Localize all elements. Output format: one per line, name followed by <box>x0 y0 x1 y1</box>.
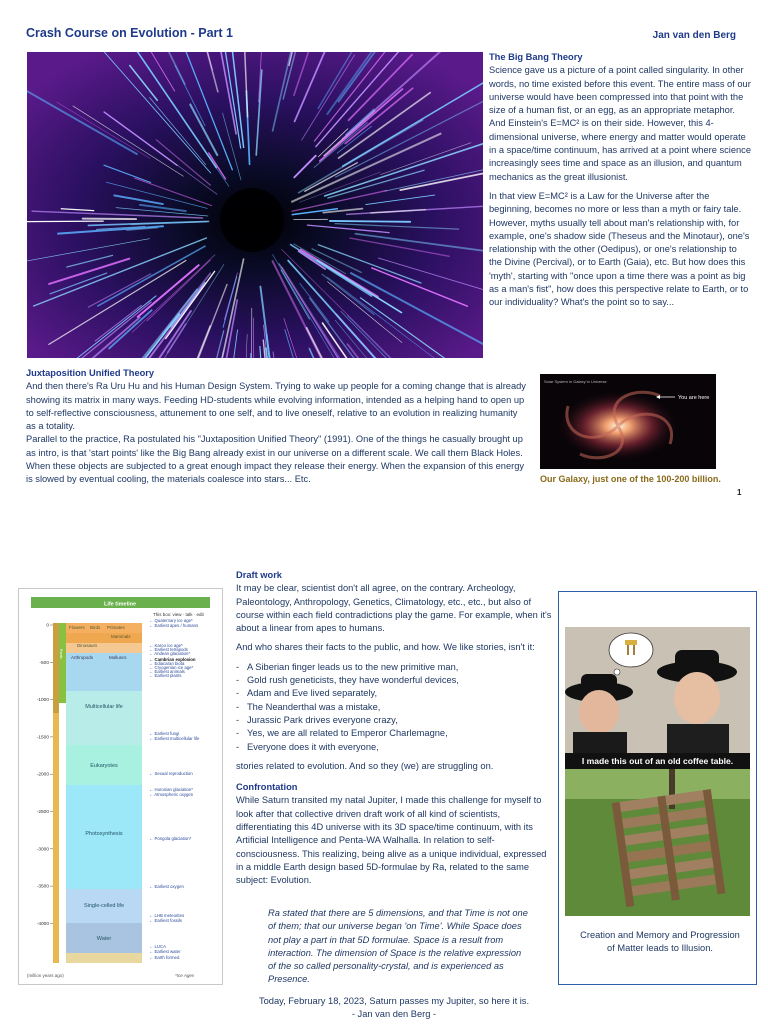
draft-work-para-2: And who shares their facts to the public, and how. We like stories, isn't it: <box>236 642 535 653</box>
timeline-event: ← Earliest animals <box>149 669 185 674</box>
era-water: Water <box>96 936 112 942</box>
document-title: Crash Course on Evolution - Part 1 <box>26 26 233 40</box>
timeline-event: ← Cryogenian ice age* <box>149 665 194 670</box>
you-are-here-label: You are here <box>678 395 710 401</box>
era-single-celled: Single-celled life <box>83 903 125 909</box>
era-plants: Plants <box>59 649 63 659</box>
era-photosynthesis: Photosynthesis <box>85 831 123 837</box>
timeline-event: ← Sexual reproduction <box>149 771 193 776</box>
timeline-event: ← Andean glaciation* <box>149 651 191 656</box>
meme-caption: Creation and Memory and Progression of Matter leads to Illusion. <box>580 930 740 953</box>
galaxy-inset-title: Solar System in Galaxy in Universe <box>544 379 607 384</box>
timeline-event: ← Huronian glaciation* <box>149 787 193 792</box>
timeline-event: ← Earliest plants <box>149 673 182 678</box>
era-birds: Birds <box>90 625 101 630</box>
big-bang-para-2: In that view E=MC² is a Law for the Universe after the beginning, becomes no more or less than a myth or fairy tale. However, myths usually tell about man's relationship with, for example, one's shadow side (Theseus and the Minotaur), one's relationship with the other (Oedipus), or one's relationship to the Divine (Percival), or to Earth (Gaia), etc. But how does this 'myth', starting with "once upon a time there was a point as big as a man's fist", how does this perspective relate to Earth, or to our individuality? What's the point so to say... <box>489 190 750 308</box>
era-arthropods: Arthropods <box>71 655 94 660</box>
timeline-event: ← Quaternary ice age* <box>149 618 193 623</box>
era-flowers: Flowers <box>69 625 85 630</box>
author-name: Jan van den Berg <box>652 30 736 41</box>
timeline-event: ← Earth formed <box>149 955 180 960</box>
timeline-event: ← LUCA <box>149 944 166 949</box>
timeline-tick-label: -2000 <box>36 772 49 778</box>
list-item: - Yes, we are all related to Emperor Charlemagne, <box>236 727 552 740</box>
era-eukaryotes: Eukaryotes <box>90 763 118 769</box>
timeline-event: ← Earliest water <box>149 949 181 954</box>
list-item: - The Neanderthal was a mistake, <box>236 701 552 714</box>
timeline-event: ← Earliest multicellular life <box>149 736 200 741</box>
big-bang-heading: The Big Bang Theory <box>489 52 583 62</box>
signoff <box>236 995 552 1021</box>
confrontation-para: While Saturn transited my natal Jupiter, I made this challenge for myself to look after that collective driven draft work of all kind of scientists, differentiating this 4D universe with its 3D space/time continuum, with its Artificial Intelligence and Penta-WA Walhalla. In relation to self-consciousness. This realizing, being alive as a unique individual, expressed in a middle Earth design based 5D-formulae by Ra, related to the same subject: Evolution. <box>236 795 547 886</box>
era-multicellular: Multicellular life <box>85 704 123 710</box>
timeline-event: ← Atmospheric oxygen <box>149 792 194 797</box>
timeline-banner: Life timeline <box>103 601 137 608</box>
timeline-event: ← Earliest tetrapods <box>149 647 188 652</box>
juxtaposition-heading: Juxtaposition Unified Theory <box>26 368 155 378</box>
confrontation-heading: Confrontation <box>236 782 298 793</box>
timeline-tick-label: -3500 <box>36 884 49 890</box>
list-item: - Jurassic Park drives everyone crazy, <box>236 714 552 727</box>
draft-work-section <box>236 569 552 888</box>
timeline-footer-right: *Ice Ages <box>175 973 195 978</box>
galaxy-caption: Our Galaxy, just one of the 100-200 billion. <box>540 474 721 484</box>
juxtaposition-section <box>26 367 526 487</box>
big-bang-para-1: Science gave us a picture of a point called singularity. In other words, no time existed before this event. The entire mass of our universe would have been compressed into that point with the size of a human fist, or an egg, as an appropriate metaphor. And Einstein's E=MC² is on their side. However, this 4-dimensional universe, where energy and matter would operate in a space/time continuum, has arrived at a point where science increasingly sees time and space as an illusion, and quantum mechanics as the great illusionist. <box>489 65 752 182</box>
list-item: - A Siberian finger leads us to the new primitive man, <box>236 661 552 674</box>
era-dinosaurs: Dinosaurs <box>77 643 98 648</box>
timeline-event: ← Karoo ice age* <box>149 643 183 648</box>
signoff-name: - Jan van den Berg - <box>351 1009 437 1019</box>
timeline-event: ← LHB meteorites <box>149 913 185 918</box>
era-primates: Primates <box>107 625 125 630</box>
timeline-event: ← Pongola glaciation* <box>149 836 192 841</box>
timeline-event: ← Earliest fungi <box>149 731 180 736</box>
draft-work-para-3: stories related to evolution. And so they (we) are struggling on. <box>236 760 494 771</box>
signoff-date-line: Today, February 18, 2023, Saturn passes my Jupiter, so here it is. <box>258 996 530 1006</box>
meme-frame <box>558 591 757 985</box>
timeline-event: ← Cambrian explosion <box>149 657 196 662</box>
light-streak <box>330 221 410 222</box>
list-item: - Gold rush geneticists, they have wonderful devices, <box>236 674 552 687</box>
ra-quote: Ra stated that there are 5 dimensions, and that Time is not one of them; that our universe began 'on Time'. While Space does not play a part in that 5D formulae. Space is a result from interaction. The dimension of Space is the relative expression of the so called personality-crystal, and is experienced as Presence. <box>268 908 528 985</box>
timeline-footer-left: (million years ago) <box>27 973 64 978</box>
timeline-tick-label: -1000 <box>36 698 49 704</box>
timeline-tick-label: -2500 <box>36 810 49 815</box>
juxtaposition-para-1: And then there's Ra Uru Hu and his Human Design System. Trying to wake up people for a coming change that is already showing its matrix in many ways. Feeding HD-students while evolving information, intended as a helping hand to open up to self-reflective consciousness, attunement to one self, and to live oneself, relative to an evolution in realizing humanity as a totality. <box>26 381 526 432</box>
timeline-tick-label: -4000 <box>36 921 49 927</box>
page-number: 1 <box>737 488 742 497</box>
timeline-box-note: This box: view · talk · edit <box>153 612 204 617</box>
list-item: - Everyone does it with everyone, <box>236 741 552 754</box>
big-bang-image <box>27 52 483 358</box>
era-mammals: Mammals <box>111 634 131 639</box>
light-streak <box>250 354 251 358</box>
timeline-event: ← Earliest fossils <box>149 918 182 923</box>
juxtaposition-para-2: Parallel to the practice, Ra postulated his "Juxtaposition Unified Theory" (1991). One of the things he casually brought up as intro, is that 'start points' like the Big Bang already exist in our universe on a different scale. We call them Black Holes. When these objects are subjected to a great enough impact they release their energy. When the expansion of this energy is slowed by eventual cooling, the materials coalesce into stars... Etc. <box>26 434 525 485</box>
big-bang-section <box>489 51 751 310</box>
timeline-tick-label: -500 <box>39 660 49 666</box>
meme-banner: I made this out of an old coffee table. <box>581 756 734 766</box>
galaxy-image <box>540 374 716 469</box>
list-item: - Adam and Eve lived separately, <box>236 687 552 700</box>
era-molluscs: Molluscs <box>109 655 127 660</box>
timeline-tick-label: -3000 <box>36 847 49 853</box>
stories-list <box>236 661 552 754</box>
timeline-event: ← Ediacaran biota <box>149 661 185 666</box>
life-timeline-figure <box>18 588 223 985</box>
timeline-tick-label: -1500 <box>36 735 49 741</box>
timeline-tick-label: 0 <box>46 623 49 629</box>
timeline-event: ← Earliest oxygen <box>149 884 184 889</box>
draft-work-para-1: It may be clear, scientist don't all agree, on the contrary. Archeology, Paleontology, Anthropology, Genetics, Climatology, etc., etc., but also of course within each field contradictions play the game. For example, when it's about a linear from apes to humans. <box>236 583 552 634</box>
timeline-event: ← Earliest apes / humans <box>149 623 199 628</box>
draft-work-heading: Draft work <box>236 570 282 580</box>
